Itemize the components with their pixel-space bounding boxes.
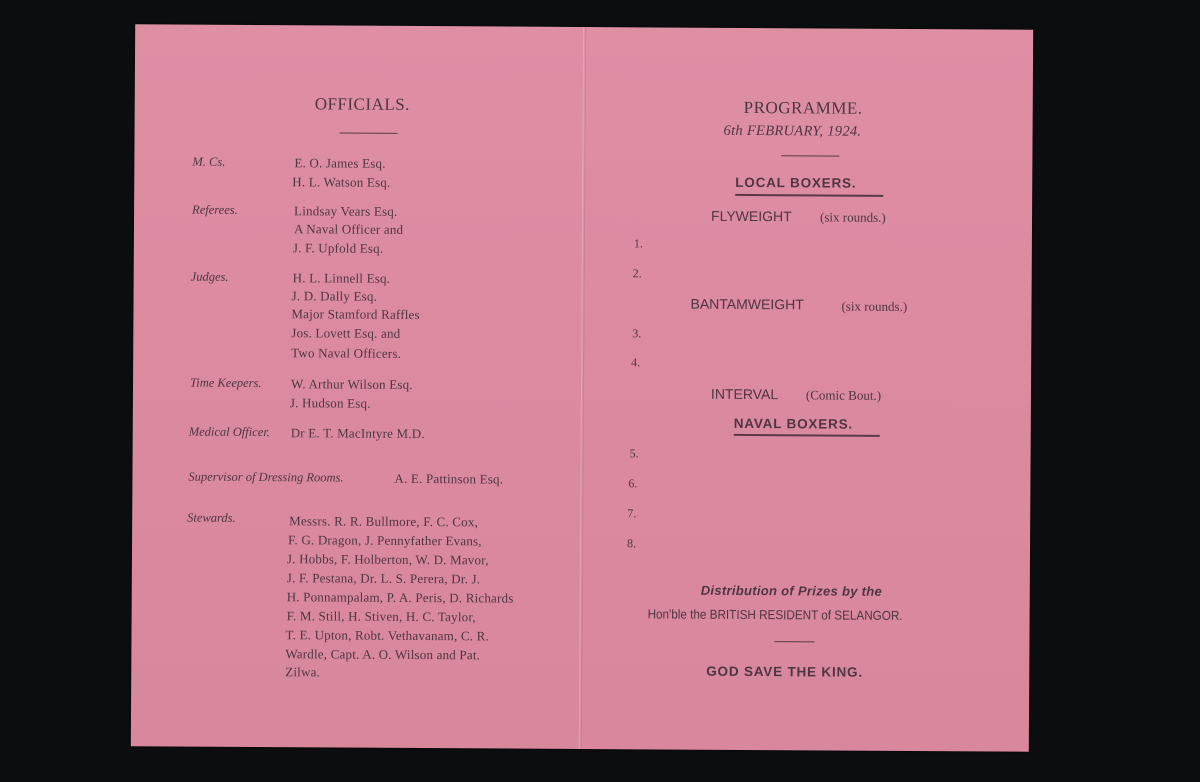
bout-number: 4. <box>631 355 641 370</box>
timekeepers-label: Time Keepers. <box>189 375 262 391</box>
officials-divider <box>340 133 398 134</box>
bantamweight-heading: BANTAMWEIGHT <box>690 295 804 313</box>
referees-label: Referees. <box>192 202 238 217</box>
steward-line: F. G. Dragon, J. Pennyfather Evans, <box>288 532 482 549</box>
mc-name: H. L. Watson Esq. <box>292 174 391 190</box>
flyweight-rounds: (six rounds.) <box>820 209 886 225</box>
referee-name: J. F. Upfold Esq. <box>292 240 384 256</box>
bout-number: 8. <box>627 536 637 551</box>
supervisor-name: A. E. Pattinson Esq. <box>394 470 504 487</box>
judge-name: H. L. Linnell Esq. <box>292 270 391 286</box>
judge-name: J. D. Dally Esq. <box>291 288 378 304</box>
timekeeper-name: W. Arthur Wilson Esq. <box>290 376 413 392</box>
judge-name: Jos. Lovett Esq. and <box>291 325 401 341</box>
bout-number: 6. <box>628 476 638 491</box>
british-resident-line: Hon'ble the BRITISH RESIDENT of SELANGOR. <box>647 606 903 623</box>
steward-line: Zilwa. <box>285 664 321 680</box>
bout-number: 2. <box>632 266 642 281</box>
local-boxers-underline <box>735 194 883 197</box>
timekeeper-name: J. Hudson Esq. <box>289 395 371 411</box>
local-boxers-heading: LOCAL BOXERS. <box>735 174 857 191</box>
mc-name: E. O. James Esq. <box>294 155 386 171</box>
programme-sheet <box>131 24 1033 751</box>
bout-number: 1. <box>633 236 643 251</box>
steward-line: Wardle, Capt. A. O. Wilson and Pat. <box>285 646 481 663</box>
referee-name: Lindsay Vears Esq. <box>294 203 398 219</box>
steward-line: H. Ponnampalam, P. A. Peris, D. Richards <box>286 589 514 606</box>
mcs-label: M. Cs. <box>192 154 226 169</box>
god-save-the-king: GOD SAVE THE KING. <box>706 663 863 680</box>
steward-line: T. E. Upton, Robt. Vethavanam, C. R. <box>285 627 490 644</box>
judges-label: Judges. <box>190 269 229 284</box>
judge-name: Major Stamford Raffles <box>291 306 420 323</box>
distribution-text: Distribution of Prizes by the <box>700 582 883 599</box>
date-divider <box>781 155 839 156</box>
naval-boxers-underline <box>734 434 880 437</box>
officials-title: OFFICIALS. <box>314 94 411 114</box>
flyweight-heading: FLYWEIGHT <box>711 207 792 225</box>
resident-divider <box>774 641 814 642</box>
interval-heading: INTERVAL <box>710 385 779 403</box>
bout-number: 7. <box>627 506 637 521</box>
naval-boxers-heading: NAVAL BOXERS. <box>733 415 854 432</box>
steward-line: Messrs. R. R. Bullmore, F. C. Cox, <box>289 513 479 530</box>
programme-title: PROGRAMME. <box>743 97 863 118</box>
stewards-label: Stewards. <box>187 510 236 525</box>
supervisor-label: Supervisor of Dressing Rooms. <box>188 469 344 485</box>
steward-line: J. F. Pestana, Dr. L. S. Perera, Dr. J. <box>286 570 481 587</box>
medical-label: Medical Officer. <box>188 424 271 440</box>
bantamweight-rounds: (six rounds.) <box>841 298 908 314</box>
bout-number: 3. <box>632 326 642 341</box>
medical-officer-name: Dr E. T. MacIntyre M.D. <box>290 425 425 442</box>
steward-line: J. Hobbs, F. Holberton, W. D. Mavor, <box>286 551 489 568</box>
programme-date: 6th FEBRUARY, 1924. <box>723 122 862 140</box>
interval-note: (Comic Bout.) <box>805 387 882 403</box>
steward-line: F. M. Still, H. Stiven, H. C. Taylor, <box>286 608 476 625</box>
referee-name: A Naval Officer and <box>293 221 404 237</box>
fold-crease <box>579 27 586 749</box>
bout-number: 5. <box>629 446 639 461</box>
judge-name: Two Naval Officers. <box>291 345 402 361</box>
